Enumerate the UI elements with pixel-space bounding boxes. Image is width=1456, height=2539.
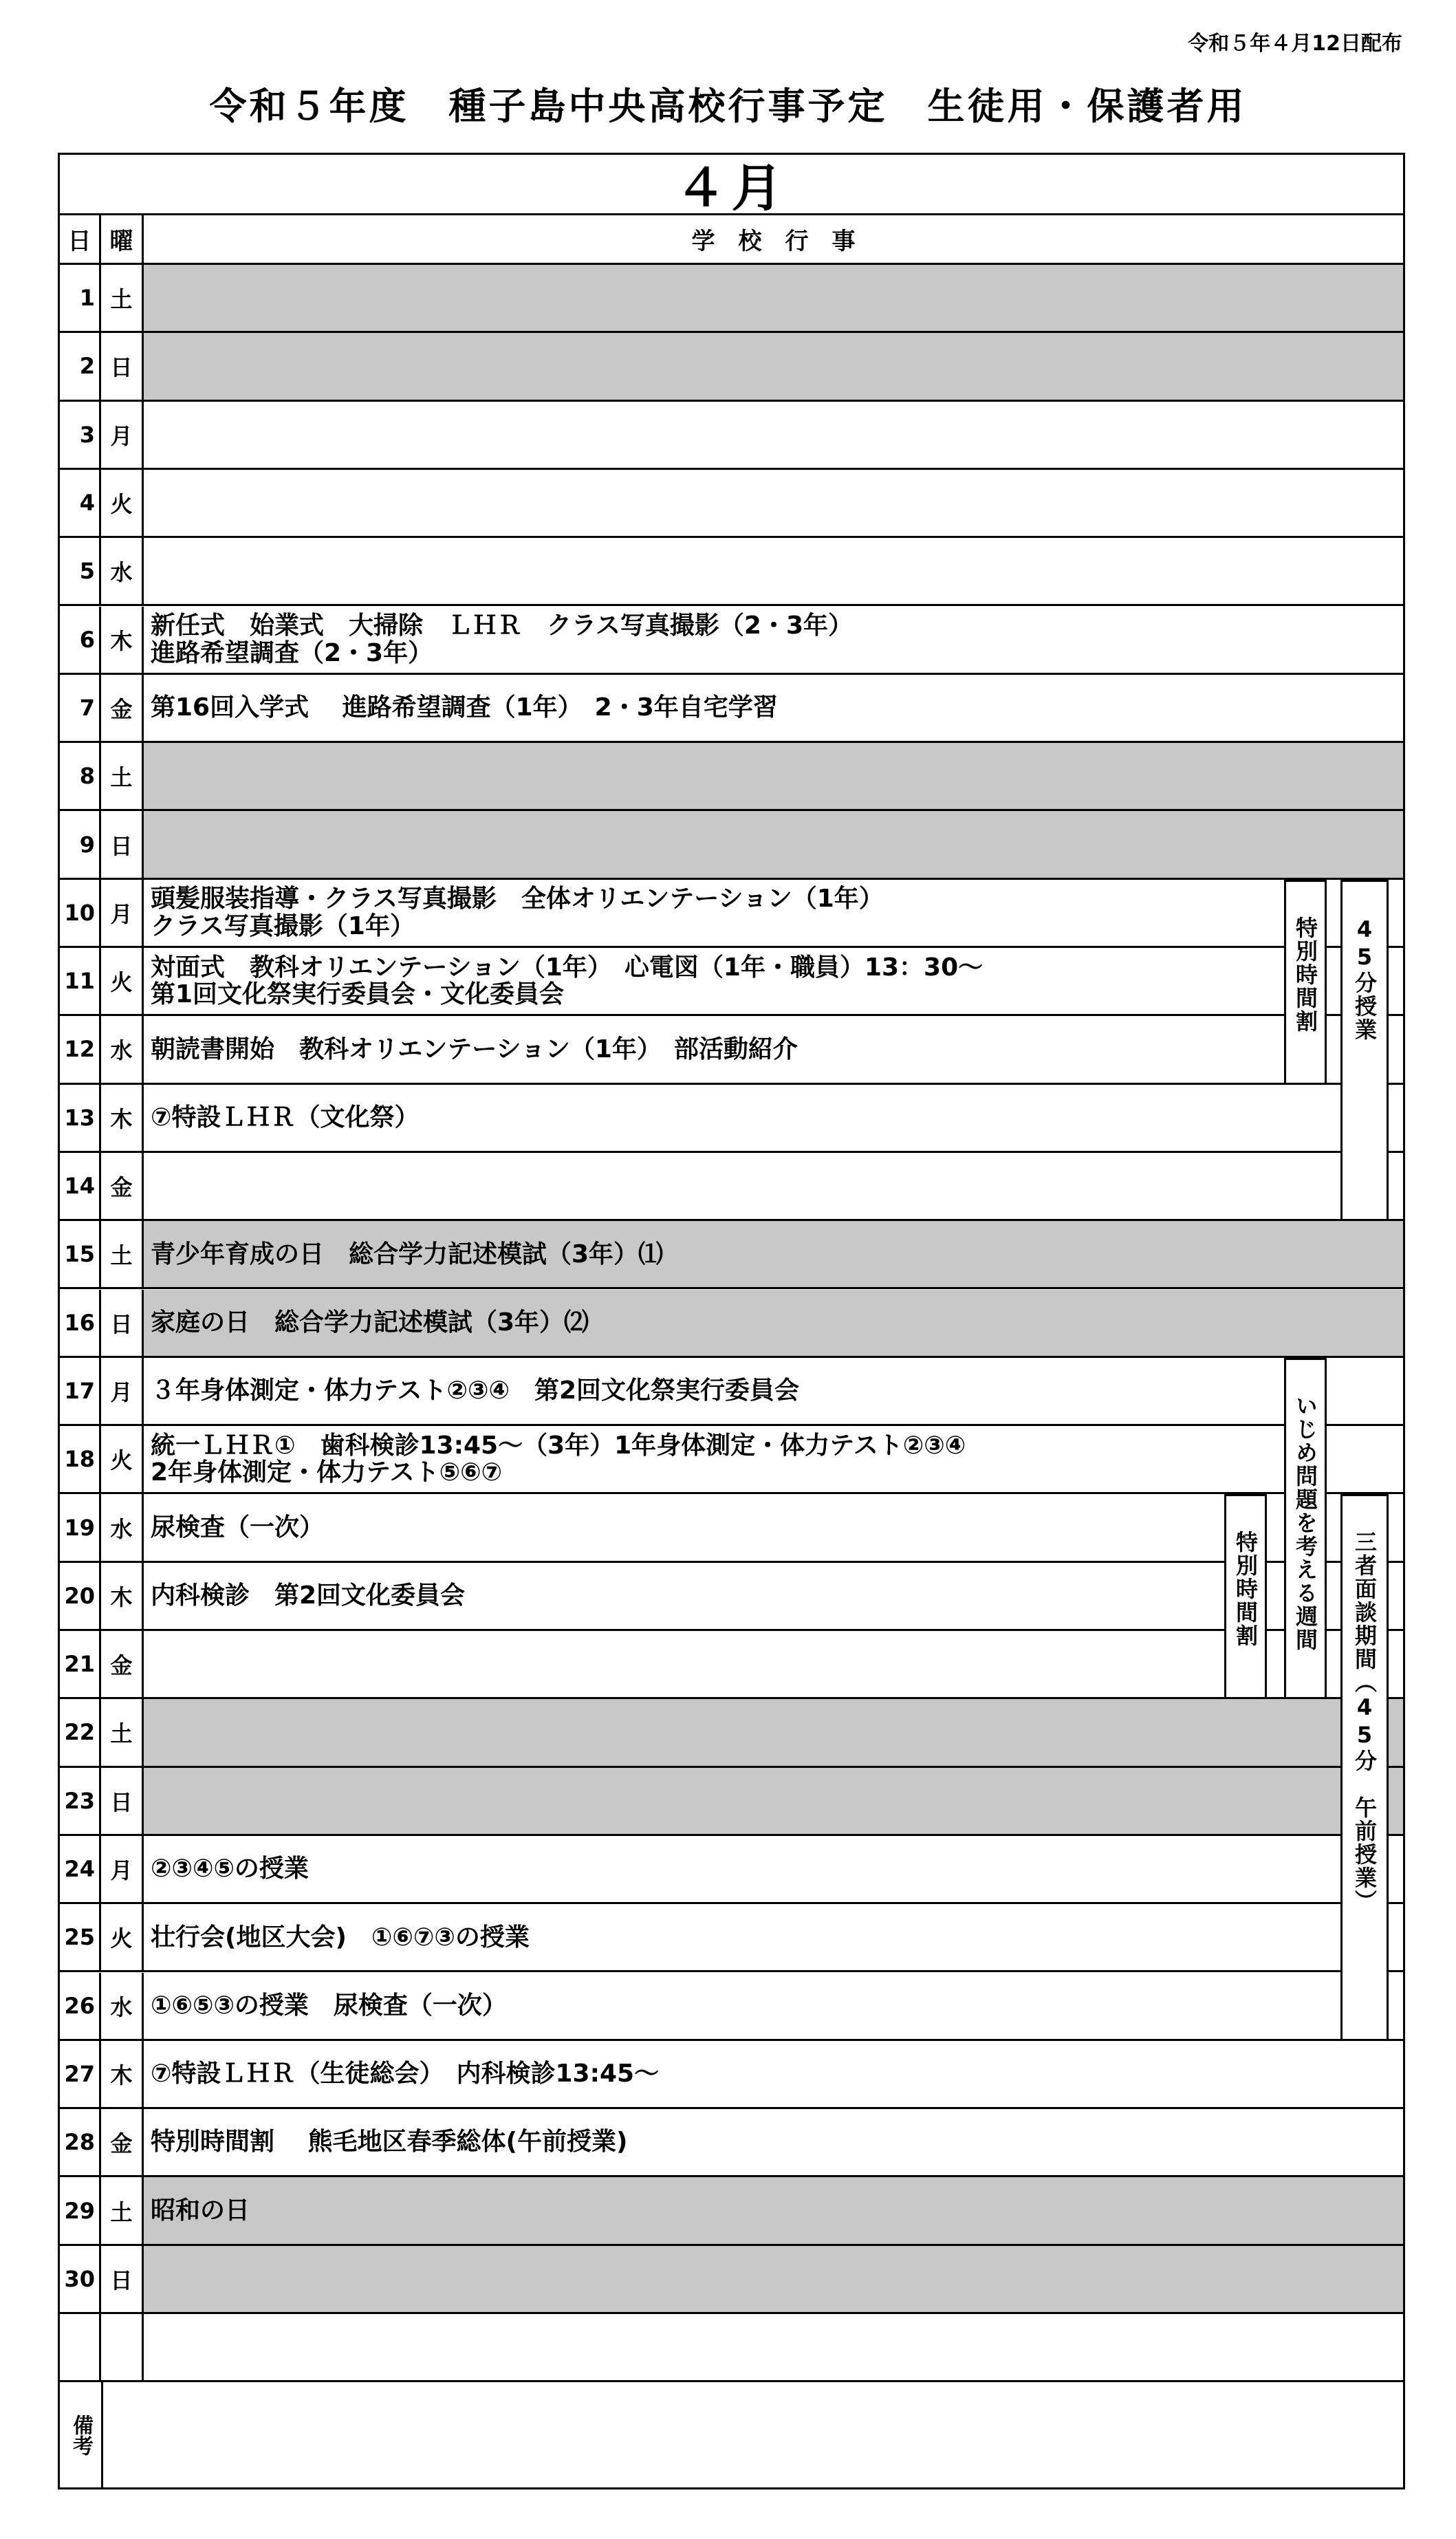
day-number: 16 <box>60 1290 101 1356</box>
event-text: ⑦特設ＬＨＲ（生徒総会） 内科検診13:45～ <box>151 2060 660 2088</box>
document-title: 令和５年度 種子島中央高校行事予定 生徒用・保護者用 <box>209 85 1247 128</box>
month-heading: ４月 <box>60 155 1403 215</box>
day-of-week: 金 <box>101 1631 144 1697</box>
table-row <box>60 1221 1403 1289</box>
day-number: 8 <box>60 743 101 809</box>
event-cell <box>144 265 1403 331</box>
day-of-week: 金 <box>101 1153 144 1219</box>
table-row <box>60 402 1403 470</box>
header-day: 日 <box>60 215 101 265</box>
table-row <box>60 1699 1403 1767</box>
table-row <box>60 880 1403 948</box>
day-of-week: 日 <box>101 333 144 399</box>
table-row <box>60 2314 1403 2382</box>
table-row <box>60 675 1403 743</box>
forty-five-minute-classes-note: 45分授業 <box>1340 880 1389 1222</box>
table-row <box>60 1085 1403 1153</box>
day-number: 4 <box>60 470 101 536</box>
schedule-table <box>58 153 1405 2489</box>
event-cell <box>144 333 1403 399</box>
event-cell <box>144 2177 1403 2243</box>
day-of-week: 日 <box>101 811 144 877</box>
event-cell <box>144 1631 1403 1697</box>
day-number: 2 <box>60 333 101 399</box>
table-row <box>60 2041 1403 2109</box>
table-row <box>60 265 1403 333</box>
event-text: 対面式 教科オリエンテーション（1年） 心電図（1年・職員）13：30～ <box>151 953 984 982</box>
event-cell <box>144 402 1403 468</box>
day-of-week: 水 <box>101 538 144 604</box>
table-row <box>60 1836 1403 1904</box>
day-of-week: 月 <box>101 1836 144 1902</box>
event-text: 特別時間割 熊毛地区春季総体(午前授業) <box>151 2128 628 2157</box>
table-row <box>60 2109 1403 2177</box>
day-number: 10 <box>60 880 101 946</box>
event-text: ②③④⑤の授業 <box>151 1855 309 1883</box>
day-number: 21 <box>60 1631 101 1697</box>
day-number: 6 <box>60 607 101 673</box>
day-of-week: 土 <box>101 265 144 331</box>
table-row <box>60 1426 1403 1494</box>
event-cell <box>144 1904 1403 1970</box>
day-number: 5 <box>60 538 101 604</box>
table-row <box>60 2177 1403 2245</box>
table-row <box>60 538 1403 606</box>
special-schedule-note-2: 特別時間割 <box>1224 1494 1267 1699</box>
event-cell <box>144 1016 1403 1082</box>
table-row <box>60 743 1403 811</box>
event-text: ①⑥⑤③の授業 尿検査（一次） <box>151 1991 507 2020</box>
event-cell <box>144 607 1403 673</box>
day-of-week: 金 <box>101 675 144 741</box>
day-number: 7 <box>60 675 101 741</box>
day-number: 30 <box>60 2246 101 2312</box>
event-cell <box>144 948 1403 1014</box>
day-of-week: 木 <box>101 607 144 673</box>
day-number: 9 <box>60 811 101 877</box>
day-number: 1 <box>60 265 101 331</box>
event-cell <box>144 2041 1403 2107</box>
event-text: 尿検査（一次） <box>151 1513 325 1542</box>
event-cell <box>144 1290 1403 1356</box>
event-text: 第1回文化祭実行委員会・文化委員会 <box>151 980 565 1009</box>
day-number: 23 <box>60 1768 101 1834</box>
day-number: 26 <box>60 1973 101 2039</box>
event-text: 青少年育成の日 総合学力記述模試（3年）⑴ <box>151 1240 664 1268</box>
distribution-date: 令和５年４月12日配布 <box>1188 32 1402 56</box>
event-cell <box>144 1426 1403 1492</box>
event-cell <box>144 538 1403 604</box>
event-text: 第16回入学式 進路希望調査（1年） 2・3年自宅学習 <box>151 693 778 722</box>
day-of-week: 日 <box>101 1768 144 1834</box>
day-number: 25 <box>60 1904 101 1970</box>
table-row <box>60 948 1403 1016</box>
table-row <box>60 1973 1403 2041</box>
remarks-row <box>60 2382 1403 2487</box>
anti-bullying-week-note: いじめ問題を考える週間 <box>1284 1358 1327 1700</box>
day-number: 29 <box>60 2177 101 2243</box>
event-cell <box>144 470 1403 536</box>
event-cell <box>144 743 1403 809</box>
event-text: 統一ＬＨＲ① 歯科検診13:45～（3年）1年身体測定・体力テスト②③④ <box>151 1431 966 1460</box>
day-number: 15 <box>60 1221 101 1287</box>
day-number: 13 <box>60 1085 101 1151</box>
three-party-meeting-note: 三者面談期間（45分 午前授業） <box>1340 1494 1389 2040</box>
day-of-week: 日 <box>101 2246 144 2312</box>
day-of-week: 月 <box>101 402 144 468</box>
day-number: 19 <box>60 1494 101 1560</box>
table-row <box>60 2246 1403 2314</box>
day-number: 22 <box>60 1699 101 1765</box>
day-of-week <box>101 2314 144 2380</box>
remarks-label: 備考 <box>60 2382 103 2487</box>
event-cell <box>144 1085 1403 1151</box>
event-cell <box>144 1699 1403 1765</box>
day-of-week: 土 <box>101 2177 144 2243</box>
table-row <box>60 1290 1403 1358</box>
day-of-week: 金 <box>101 2109 144 2175</box>
day-of-week: 木 <box>101 2041 144 2107</box>
event-cell <box>144 2246 1403 2312</box>
table-row <box>60 1358 1403 1426</box>
day-of-week: 月 <box>101 880 144 946</box>
event-cell <box>144 1153 1403 1219</box>
day-of-week: 火 <box>101 1904 144 1970</box>
event-text: 朝読書開始 教科オリエンテーション（1年） 部活動紹介 <box>151 1035 798 1063</box>
day-number: 27 <box>60 2041 101 2107</box>
day-number: 3 <box>60 402 101 468</box>
event-text: ⑦特設ＬＨＲ（文化祭） <box>151 1103 420 1132</box>
day-of-week: 水 <box>101 1494 144 1560</box>
day-number: 17 <box>60 1358 101 1424</box>
event-cell <box>144 1221 1403 1287</box>
day-number: 28 <box>60 2109 101 2175</box>
table-row <box>60 811 1403 879</box>
event-text: 進路希望調査（2・3年） <box>151 638 433 667</box>
table-row <box>60 1153 1403 1221</box>
event-text: 内科検診 第2回文化委員会 <box>151 1581 466 1610</box>
day-of-week: 土 <box>101 1221 144 1287</box>
special-schedule-note-1: 特別時間割 <box>1284 880 1327 1085</box>
table-row <box>60 607 1403 675</box>
event-cell <box>144 1973 1403 2039</box>
table-row <box>60 1494 1403 1562</box>
table-row <box>60 470 1403 538</box>
day-number: 14 <box>60 1153 101 1219</box>
day-number: 20 <box>60 1563 101 1629</box>
event-cell <box>144 2314 1403 2380</box>
day-of-week: 土 <box>101 743 144 809</box>
event-cell <box>144 1768 1403 1834</box>
event-cell <box>144 1563 1403 1629</box>
event-cell <box>144 1494 1403 1560</box>
event-text: ３年身体測定・体力テスト②③④ 第2回文化祭実行委員会 <box>151 1376 800 1405</box>
event-cell <box>144 811 1403 877</box>
day-of-week: 月 <box>101 1358 144 1424</box>
day-number <box>60 2314 101 2380</box>
table-row <box>60 1563 1403 1631</box>
event-text: 新任式 始業式 大掃除 ＬＨＲ クラス写真撮影（2・3年） <box>151 612 854 640</box>
event-text: 家庭の日 総合学力記述模試（3年）⑵ <box>151 1308 589 1337</box>
event-cell <box>144 1358 1403 1424</box>
day-number: 11 <box>60 948 101 1014</box>
header-events: 学 校 行 事 <box>144 215 1403 265</box>
event-cell <box>144 675 1403 741</box>
event-text: 壮行会(地区大会) ①⑥⑦③の授業 <box>151 1923 530 1952</box>
table-row <box>60 333 1403 401</box>
day-of-week: 木 <box>101 1563 144 1629</box>
event-text: クラス写真撮影（1年） <box>151 911 415 940</box>
day-of-week: 水 <box>101 1016 144 1082</box>
event-text: 2年身体測定・体力テスト⑤⑥⑦ <box>151 1458 503 1487</box>
day-number: 24 <box>60 1836 101 1902</box>
table-row <box>60 1904 1403 1972</box>
table-row <box>60 1631 1403 1699</box>
header-dow: 曜 <box>101 215 144 265</box>
day-of-week: 火 <box>101 1426 144 1492</box>
day-number: 18 <box>60 1426 101 1492</box>
table-row <box>60 1016 1403 1084</box>
table-row <box>60 1768 1403 1836</box>
day-of-week: 火 <box>101 470 144 536</box>
day-of-week: 木 <box>101 1085 144 1151</box>
day-of-week: 水 <box>101 1973 144 2039</box>
day-of-week: 火 <box>101 948 144 1014</box>
day-of-week: 土 <box>101 1699 144 1765</box>
day-of-week: 日 <box>101 1290 144 1356</box>
event-text: 頭髪服装指導・クラス写真撮影 全体オリエンテーション（1年） <box>151 885 884 914</box>
event-cell <box>144 880 1403 946</box>
event-cell <box>144 1836 1403 1902</box>
day-number: 12 <box>60 1016 101 1082</box>
event-text: 昭和の日 <box>151 2196 250 2225</box>
event-cell <box>144 2109 1403 2175</box>
